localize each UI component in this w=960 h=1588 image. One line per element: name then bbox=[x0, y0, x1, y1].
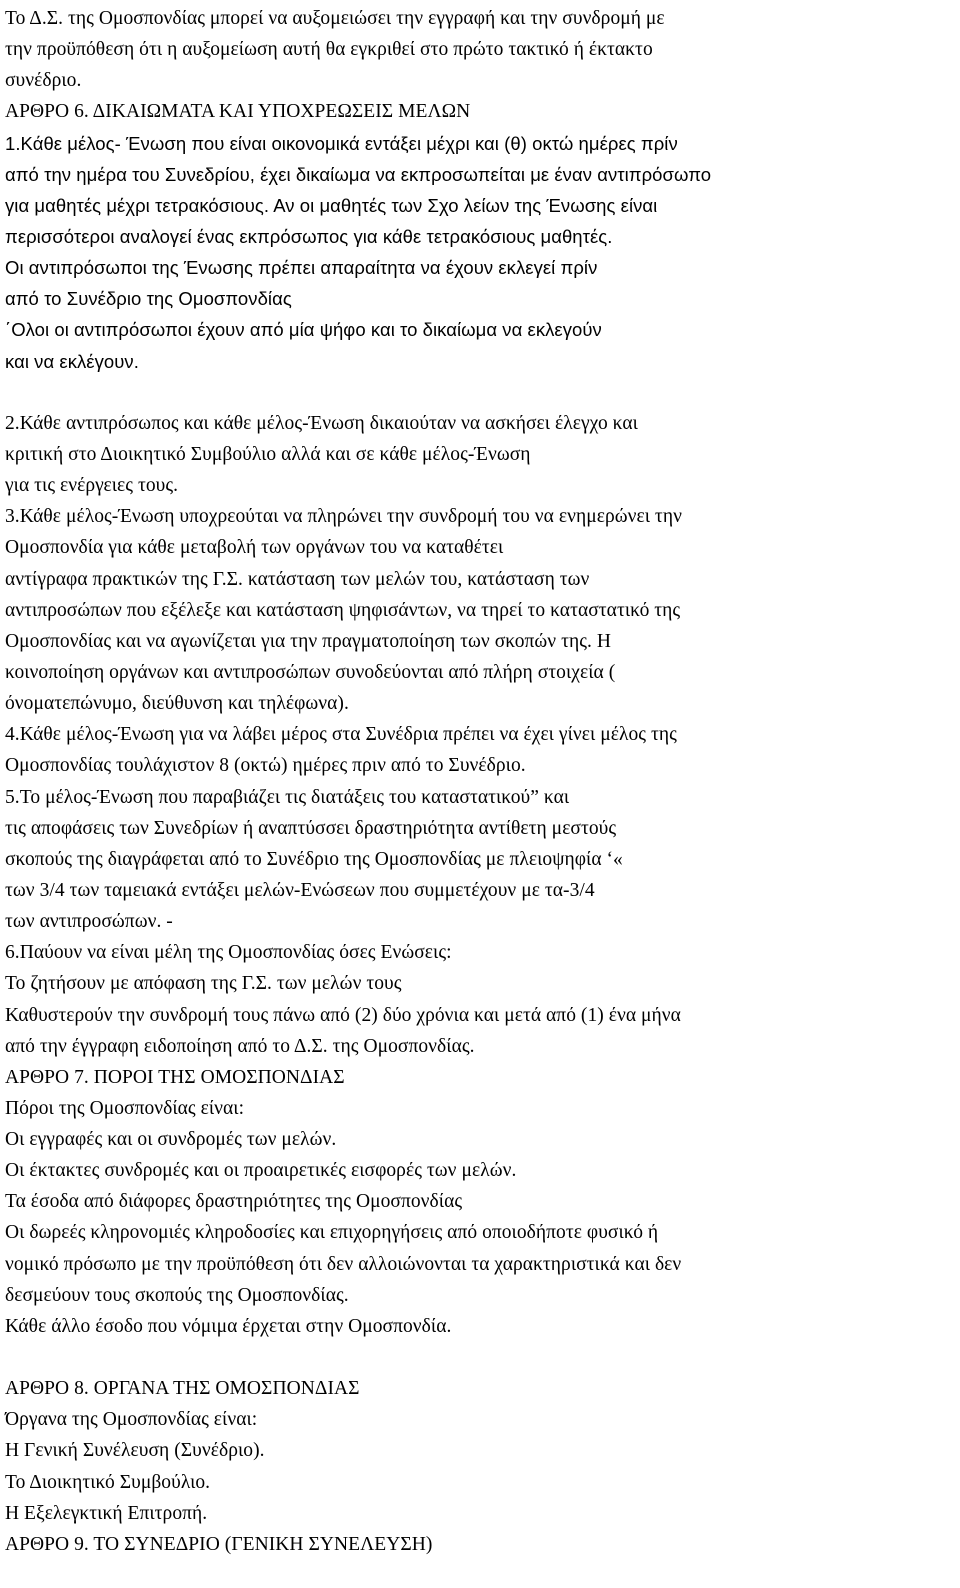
text-line: Το ζητήσουν με απόφαση της Γ.Σ. των μελών τους bbox=[5, 973, 402, 995]
text-line: από την έγγραφη ειδοποίηση από το Δ.Σ. της Ομοσπονδίας. bbox=[5, 1035, 475, 1057]
text-line: 1.Κάθε μέλος- Ένωση που είναι οικονομικά εντάξει μέχρι και (θ) οκτώ ημέρες πρίν bbox=[5, 132, 678, 154]
text-line: ΑΡΘΡΟ 9. ΤΟ ΣΥΝΕΔΡΙΟ (ΓΕΝΙΚΗ ΣΥΝΕΛΕΥΣΗ) bbox=[5, 1533, 433, 1555]
blank-line bbox=[5, 1342, 955, 1373]
text-line: περισσότεροι αναλογεί ένας εκπρόσωπος για κάθε τετρακόσιους μαθητές. bbox=[5, 225, 613, 247]
text-line: των 3/4 των ταμειακά εντάξει μελών-Ενώσεων που συμμετέχουν με τα-3/4 bbox=[5, 879, 595, 901]
text-line: Πόροι της Ομοσπονδίας είναι: bbox=[5, 1097, 245, 1119]
text-line: 4.Κάθε μέλος-Ένωση για να λάβει μέρος στα Συνέδρια πρέπει να έχει γίνει μέλος της bbox=[5, 724, 677, 746]
text-line: για μαθητές μέχρι τετρακόσιους. Αν οι μαθητές των Σχο λείων της Ένωσης είναι bbox=[5, 194, 658, 216]
text-line: 6.Παύουν να είναι μέλη της Ομοσπονδίας όσες Ενώσεις: bbox=[5, 942, 452, 964]
blank-line bbox=[5, 377, 955, 408]
text-line: για τις ενέργειες τους. bbox=[5, 475, 179, 497]
text-line: ΑΡΘΡΟ 6. ΔΙΚΑΙΩΜΑΤΑ ΚΑΙ ΥΠΟΧΡΕΩΣΕΙΣ ΜΕΛΩΝ bbox=[5, 101, 471, 123]
text-line: την προϋπόθεση ότι η αυξομείωση αυτή θα εγκριθεί στο πρώτο τακτικό ή έκτακτο bbox=[5, 39, 653, 61]
text-line: Η Γενική Συνέλευση (Συνέδριο). bbox=[5, 1440, 265, 1462]
text-line: Τα έσοδα από διάφορες δραστηριότητες της Ομοσπονδίας bbox=[5, 1191, 463, 1213]
text-line: 2.Κάθε αντιπρόσωπος και κάθε μέλος-Ένωση δικαιούταν να ασκήσει έλεγχο και bbox=[5, 412, 638, 434]
text-line: νομικό πρόσωπο με την προϋπόθεση ότι δεν αλλοιώνονται τα χαρακτηριστικά και δεν bbox=[5, 1253, 682, 1275]
text-line: Οι αντιπρόσωποι της Ένωσης πρέπει απαραίτητα να έχουν εκλεγεί πρίν bbox=[5, 257, 598, 279]
text-line: Το Δ.Σ. της Ομοσπονδίας μπορεί να αυξομειώσει την εγγραφή και την συνδρομή με bbox=[5, 8, 665, 29]
text-line: Οι εγγραφές και οι συνδρομές των μελών. bbox=[5, 1129, 337, 1151]
text-line: ΑΡΘΡΟ 8. ΟΡΓΑΝΑ ΤΗΣ ΟΜΟΣΠΟΝΔΙΑΣ bbox=[5, 1378, 360, 1400]
text-line: από την ημέρα του Συνεδρίου, έχει δικαίωμα να εκπροσωπείται με έναν αντιπρόσωπο bbox=[5, 163, 712, 185]
text-line: κριτική στο Διοικητικό Συμβούλιο αλλά και σε κάθε μέλος-Ένωση bbox=[5, 443, 531, 465]
text-line: και να εκλέγουν. bbox=[5, 350, 139, 372]
text-line: συνέδριο. bbox=[5, 70, 82, 92]
text-line: Το Διοικητικό Συμβούλιο. bbox=[5, 1471, 211, 1493]
text-line: Οι δωρεές κληρονομιές κληροδοσίες και επιχορηγήσεις από οποιοδήποτε φυσικό ή bbox=[5, 1222, 659, 1244]
text-line: Όργανα της Ομοσπονδίας είναι: bbox=[5, 1409, 258, 1431]
text-line: αντίγραφα πρακτικών της Γ.Σ. κατάσταση των μελών του, κατάσταση των bbox=[5, 568, 590, 590]
document-page bbox=[5, 3, 955, 1560]
text-line: κοινοποίηση οργάνων και αντιπροσώπων συνοδεύονται από πλήρη στοιχεία ( bbox=[5, 661, 616, 683]
text-line: 5.Το μέλος-Ένωση που παραβιάζει τις διατάξεις του καταστατικού” και bbox=[5, 786, 570, 808]
text-line: Οι έκτακτες συνδρομές και οι προαιρετικές εισφορές των μελών. bbox=[5, 1160, 517, 1182]
text-line: Η Εξελεγκτική Επιτροπή. bbox=[5, 1502, 208, 1524]
text-line: Καθυστερούν την συνδρομή τους πάνω από (2) δύο χρόνια και μετά από (1) ένα μήνα bbox=[5, 1004, 681, 1026]
text-line: αντιπροσώπων που εξέλεξε και κατάσταση ψηφισάντων, να τηρεί το καταστατικό της bbox=[5, 599, 681, 621]
text-line: Κάθε άλλο έσοδο που νόμιμα έρχεται στην Ομοσπονδία. bbox=[5, 1315, 452, 1337]
text-line: Ομοσπονδία για κάθε μεταβολή των οργάνων του να καταθέτει bbox=[5, 537, 504, 559]
text-line: Ομοσπονδίας και να αγωνίζεται για την πραγματοποίηση των σκοπών της. Η bbox=[5, 630, 611, 652]
text-line: δεσμεύουν τους σκοπούς της Ομοσπονδίας. bbox=[5, 1284, 349, 1306]
text-line: ΄Ολοι οι αντιπρόσωποι έχουν από μία ψήφο και το δικαίωμα να εκλεγούν bbox=[5, 319, 602, 341]
text-line: σκοπούς της διαγράφεται από το Συνέδριο της Ομοσπονδίας με πλειοψηφία ‘« bbox=[5, 848, 623, 870]
text-line: ΑΡΘΡΟ 7. ΠΟΡΟΙ ΤΗΣ ΟΜΟΣΠΟΝΔΙΑΣ bbox=[5, 1066, 345, 1088]
text-line: τις αποφάσεις των Συνεδρίων ή αναπτύσσει δραστηριότητα αντίθετη μεστούς bbox=[5, 817, 617, 839]
text-line: 3.Κάθε μέλος-Ένωση υποχρεούται να πληρώνει την συνδρομή του να ενημερώνει την bbox=[5, 506, 682, 528]
text-line: όνοματεπώνυμο, διεύθυνση και τηλέφωνα). bbox=[5, 693, 349, 715]
text-line: Ομοσπονδίας τουλάχιστον 8 (οκτώ) ημέρες πριν από το Συνέδριο. bbox=[5, 755, 526, 777]
text-line: των αντιπροσώπων. - bbox=[5, 911, 173, 933]
text-line: από το Συνέδριο της Ομοσπονδίας bbox=[5, 288, 292, 310]
